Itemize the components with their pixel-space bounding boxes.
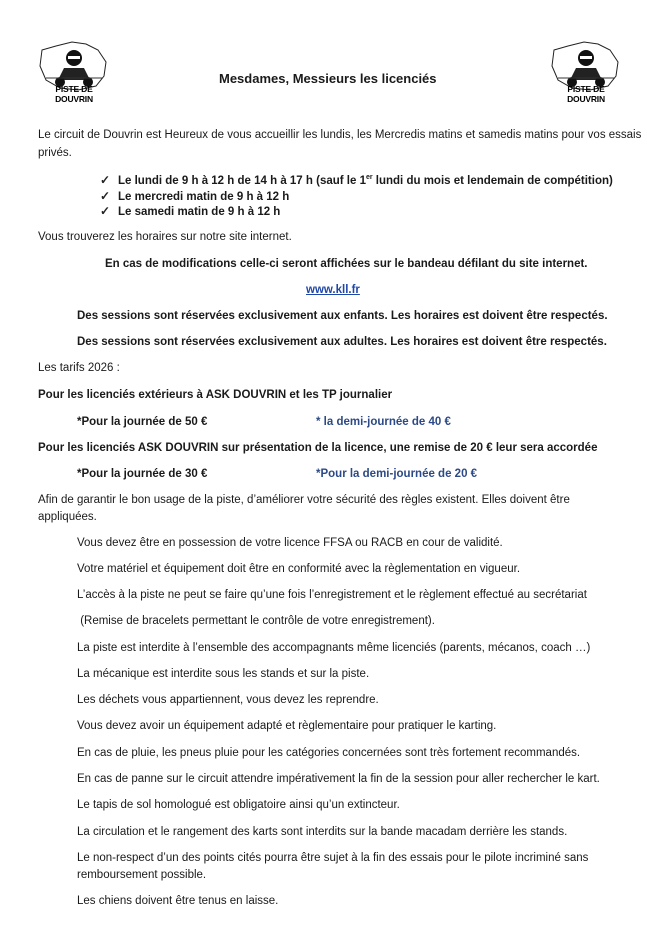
changes-note: En cas de modifications celle-ci seront affichées sur le bandeau défilant du site internet. <box>105 258 588 270</box>
rule-item: Les déchets vous appartiennent, vous devez les reprendre. <box>77 694 379 706</box>
rules-intro-line-2: appliquées. <box>38 511 97 523</box>
tarif-external-half: * la demi-journée de 40 € <box>316 416 451 428</box>
schedule-item: ✓ Le lundi de 9 h à 12 h de 14 h à 17 h (sauf le 1er lundi du mois et lendemain de compétition) <box>100 173 613 187</box>
rule-item: Vous devez être en possession de votre licence FFSA ou RACB en cour de validité. <box>77 537 503 549</box>
rules-intro-line-1: Afin de garantir le bon usage de la piste, d’améliorer votre sécurité des règles existent. Elles doivent être <box>38 494 570 506</box>
rule-item: La piste est interdite à l’ensemble des accompagnants même licenciés (parents, mécanos, coach …) <box>77 642 591 654</box>
rule-item: En cas de pluie, les pneus pluie pour les catégories concernées sont très fortement recommandés. <box>77 747 581 759</box>
checkmark-icon: ✓ <box>100 204 111 218</box>
logo-left <box>38 40 110 104</box>
tarif-members-half: *Pour la demi-journée de 20 € <box>316 468 478 480</box>
sessions-adults: Des sessions sont réservées exclusivement aux adultes. Les horaires est doivent être respectés. <box>77 336 607 348</box>
tarifs-heading: Les tarifs 2026 : <box>38 362 120 374</box>
schedule-item: ✓ Le mercredi matin de 9 h à 12 h <box>100 189 290 203</box>
rule-item: Vous devez avoir un équipement adapté et règlementaire pour pratiquer le karting. <box>77 720 497 732</box>
rule-item: Le tapis de sol homologué est obligatoire ainsi qu’un extincteur. <box>77 799 400 811</box>
dogs-rule: Les chiens doivent être tenus en laisse. <box>77 895 279 907</box>
logo-right <box>550 40 622 104</box>
rule-item: En cas de panne sur le circuit attendre impérativement la fin de la session pour aller rechercher le kart. <box>77 773 600 785</box>
logo-text: PISTE DE DOUVRIN <box>567 84 605 104</box>
tarif-external-heading: Pour les licenciés extérieurs à ASK DOUVRIN et les TP journalier <box>38 389 393 401</box>
rule-item: (Remise de bracelets permettant le contrôle de votre enregistrement). <box>77 615 435 627</box>
intro-line-2: privés. <box>38 147 72 159</box>
tarif-external-day: *Pour la journée de 50 € <box>77 416 208 428</box>
hours-note: Vous trouverez les horaires sur notre site internet. <box>38 231 292 243</box>
final-rule-line-1: Le non-respect d’un des points cités pourra être sujet à la fin des essais pour le pilote incriminé sans <box>77 852 589 864</box>
tarif-members-heading: Pour les licenciés ASK DOUVRIN sur présentation de la licence, une remise de 20 € leur sera accordée <box>38 442 598 454</box>
intro-line-1: Le circuit de Douvrin est Heureux de vous accueillir les lundis, les Mercredis matins et samedis matins pour vos essais <box>38 129 642 141</box>
page-title: Mesdames, Messieurs les licenciés <box>219 71 437 86</box>
rule-item: La circulation et le rangement des karts sont interdits sur la bande macadam derrière les stands. <box>77 826 568 838</box>
tarif-members-day: *Pour la journée de 30 € <box>77 468 208 480</box>
checkmark-icon: ✓ <box>100 189 111 203</box>
rule-item: L’accès à la piste ne peut se faire qu’une fois l’enregistrement et le règlement effectué au secrétariat <box>77 589 587 601</box>
checkmark-icon: ✓ <box>100 173 111 187</box>
final-rule-line-2: remboursement possible. <box>77 869 207 881</box>
logo-text: PISTE DE DOUVRIN <box>55 84 93 104</box>
sessions-children: Des sessions sont réservées exclusivement aux enfants. Les horaires est doivent être respectés. <box>77 310 608 322</box>
rule-item: Votre matériel et équipement doit être en conformité avec la règlementation en vigueur. <box>77 563 521 575</box>
website-link[interactable]: www.kll.fr <box>306 284 360 296</box>
rule-item: La mécanique est interdite sous les stands et sur la piste. <box>77 668 370 680</box>
schedule-item: ✓ Le samedi matin de 9 h à 12 h <box>100 204 281 218</box>
